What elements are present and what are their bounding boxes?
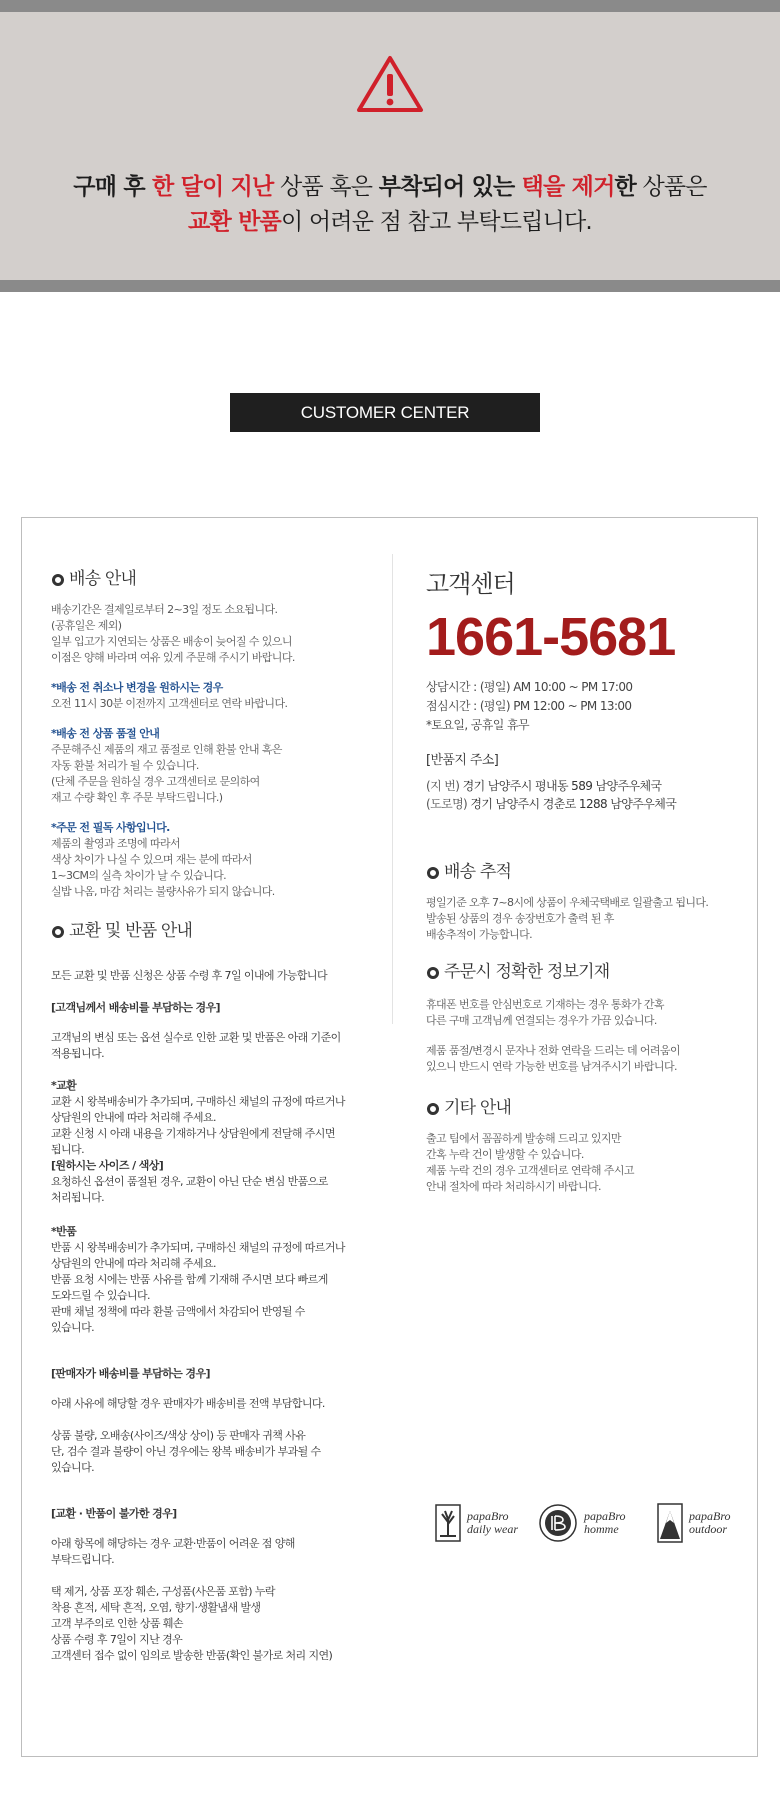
shipping-title: 배송 안내 — [51, 568, 371, 590]
text-line: 요청하신 옵션이 품절된 경우, 교환이 아닌 단순 변심 반품으로 — [51, 1175, 328, 1188]
text-line: 일부 입고가 지연되는 상품은 배송이 늦어질 수 있으니 — [51, 635, 292, 648]
logo-line: daily wear — [467, 1522, 518, 1536]
seller-pay-text-1 — [51, 1396, 371, 1412]
text-line: 있습니다. — [51, 1321, 95, 1334]
notice-segment: 한 달이 지난 — [151, 174, 274, 200]
exchange-title: 교환 및 반품 안내 — [51, 920, 371, 942]
return-sub-title: *반품 — [51, 1225, 77, 1238]
text-line: 반품 요청 시에는 반품 사유를 함께 기재해 주시면 보다 빠르게 — [51, 1273, 328, 1286]
soldout-text — [51, 742, 371, 806]
text-line: 착용 흔적, 세탁 흔적, 오염, 향기·생활냄새 발생 — [51, 1601, 261, 1614]
text-line: 평일기준 오후 7~8시에 상품이 우체국택배로 일괄출고 됩니다. — [426, 896, 709, 909]
text-line: 판매 채널 정책에 따라 환불 금액에서 차감되어 반영될 수 — [51, 1305, 305, 1318]
address-value: 경기 남양주시 평내동 589 남양주우체국 — [462, 779, 662, 793]
text-line: 있으니 반드시 연락 가능한 번호를 남겨주시기 바랍니다. — [426, 1060, 677, 1073]
text-line: 재고 수량 확인 후 주문 부탁드립니다.) — [51, 791, 223, 804]
text-line: 고객님의 변심 또는 옵션 실수로 인한 교환 및 반품은 아래 기준이 — [51, 1031, 341, 1044]
logo-brand: papaBro — [467, 1509, 509, 1523]
notice-segment: 택을 제거 — [521, 174, 615, 200]
text-line: 오전 11시 30분 이전까지 고객센터로 연락 바랍니다. — [51, 697, 288, 710]
text-line: 교환 시 왕복배송비가 추가되며, 구매하신 채널의 규정에 따르거나 — [51, 1095, 345, 1108]
etc-text — [426, 1131, 746, 1195]
text-line: 상품 수령 후 7일이 지난 경우 — [51, 1633, 183, 1646]
customer-center-phone[interactable]: 1661-5681 — [426, 607, 676, 667]
text-line: 배송기간은 결제일로부터 2~3일 정도 소요됩니다. — [51, 603, 278, 616]
notice-segment: 상품은 — [635, 174, 707, 200]
exchange-sub-text — [51, 1094, 371, 1158]
return-sub-text — [51, 1240, 371, 1336]
text-line: 색상 차이가 나실 수 있으며 재는 분에 따라서 — [51, 853, 252, 866]
text-line: 출고 팀에서 꼼꼼하게 발송해 드리고 있지만 — [426, 1132, 621, 1145]
return-address-road — [426, 795, 746, 813]
warning-triangle-icon — [355, 54, 425, 114]
text-line: 반품 시 왕복배송비가 추가되며, 구매하신 채널의 규정에 따르거나 — [51, 1241, 345, 1254]
text-line: 상품 불량, 오배송(사이즈/색상 상이) 등 판매자 귀책 사유 — [51, 1429, 306, 1442]
column-divider — [392, 554, 393, 1024]
text-line: 적용됩니다. — [51, 1047, 105, 1060]
text-line: 주문해주신 제품의 재고 품절로 인해 환불 안내 혹은 — [51, 743, 282, 756]
exchange-intro: 모든 교환 및 반품 신청은 상품 수령 후 7일 이내에 가능합니다 — [51, 969, 327, 982]
text-line: 됩니다. — [51, 1143, 84, 1156]
notice-line-2 — [0, 203, 780, 236]
text-line: (공휴일은 제외) — [51, 619, 122, 632]
text-line: 아래 항목에 해당하는 경우 교환·반품이 어려운 점 양해 — [51, 1537, 295, 1550]
text-line: 단, 검수 결과 불량이 아닌 경우에는 왕복 배송비가 부과될 수 — [51, 1445, 321, 1458]
tracking-title: 배송 추적 — [426, 861, 746, 883]
etc-title: 기타 안내 — [426, 1097, 746, 1119]
text-line: 이점은 양해 바라며 여유 있게 주문해 주시기 바랍니다. — [51, 651, 295, 664]
text-line: 교환 신청 시 아래 내용을 기재하거나 상담원에게 전달해 주시면 — [51, 1127, 335, 1140]
notice-segment: 한 — [614, 174, 636, 200]
customer-pay-text — [51, 1030, 371, 1062]
mountain-logo-icon — [657, 1503, 683, 1543]
text-line: 휴대폰 번호를 안심번호로 기재하는 경우 통화가 간혹 — [426, 998, 664, 1011]
text-line: 도와드릴 수 있습니다. — [51, 1289, 150, 1302]
seal-logo-icon — [538, 1503, 578, 1543]
notice-banner — [0, 0, 780, 292]
logo-homme — [538, 1501, 626, 1545]
text-line: 부탁드립니다. — [51, 1553, 115, 1566]
text-line: 아래 사유에 해당할 경우 판매자가 배송비를 전액 부담합니다. — [51, 1397, 325, 1410]
return-address-list — [426, 777, 746, 813]
soldout-title: *배송 전 상품 품절 안내 — [51, 727, 160, 740]
customer-center-title: 고객센터 — [426, 570, 515, 598]
customer-center-badge: CUSTOMER CENTER — [230, 393, 540, 432]
order-info-text-1 — [426, 997, 746, 1029]
return-address-lot — [426, 777, 746, 795]
left-column — [51, 568, 371, 1664]
logo-brand: papaBro — [584, 1509, 626, 1523]
text-line: 다른 구매 고객님께 연결되는 경우가 가끔 있습니다. — [426, 1014, 657, 1027]
logo-line: homme — [584, 1522, 619, 1536]
text-line: 상담원의 안내에 따라 처리해 주세요. — [51, 1257, 216, 1270]
text-line: 배송추적이 가능합니다. — [426, 928, 533, 941]
address-key: (도로명) — [426, 797, 468, 811]
logo-outdoor — [657, 1501, 731, 1545]
order-info-text-2 — [426, 1043, 746, 1075]
size-color-title: [원하시는 사이즈 / 색상] — [51, 1159, 164, 1172]
text-line: 상담시간 : (평일) AM 10:00 ~ PM 17:00 — [426, 680, 633, 694]
notice-segment: 상품 혹은 — [273, 174, 379, 200]
logo-daily-wear — [435, 1501, 518, 1545]
not-allowed-text-1 — [51, 1536, 371, 1568]
exchange-sub-title: *교환 — [51, 1079, 77, 1092]
notice-segment: 이 어려운 점 참고 부탁드립니다. — [280, 209, 592, 235]
text-line: 택 제거, 상품 포장 훼손, 구성품(사은품 포함) 누락 — [51, 1585, 275, 1598]
text-line: *토요일, 공휴일 휴무 — [426, 718, 529, 732]
cancel-text — [51, 696, 371, 712]
notice-line-1 — [0, 168, 780, 201]
size-color-text — [51, 1174, 371, 1206]
return-address-label: [반품지 주소] — [426, 753, 499, 768]
notice-segment: 부착되어 있는 — [378, 174, 522, 200]
text-line: 제품 누락 건의 경우 고객센터로 연락해 주시고 — [426, 1164, 634, 1177]
text-line: 발송된 상품의 경우 송장번호가 출력 된 후 — [426, 912, 614, 925]
text-line: 자동 환불 처리가 될 수 있습니다. — [51, 759, 199, 772]
order-info-title: 주문시 정확한 정보기재 — [426, 961, 746, 983]
notice-segment: 교환 반품 — [188, 209, 281, 235]
logo-brand: papaBro — [689, 1509, 731, 1523]
check-text — [51, 836, 371, 900]
text-line: 안내 절차에 따라 처리하시기 바랍니다. — [426, 1180, 601, 1193]
shipping-intro — [51, 602, 371, 666]
text-line: (단체 주문을 원하실 경우 고객센터로 문의하여 — [51, 775, 260, 788]
text-line: 고객센터 접수 없이 임의로 발송한 반품(확인 불가로 처리 지연) — [51, 1649, 333, 1662]
text-line: 간혹 누락 건이 발생할 수 있습니다. — [426, 1148, 584, 1161]
logo-line: outdoor — [689, 1522, 728, 1536]
text-line: 점심시간 : (평일) PM 12:00 ~ PM 13:00 — [426, 699, 632, 713]
text-line: 상담원의 안내에 따라 처리해 주세요. — [51, 1111, 216, 1124]
brand-logos — [435, 1501, 745, 1545]
check-title: *주문 전 필독 사항입니다. — [51, 821, 170, 834]
customer-pay-title: [고객님께서 배송비를 부담하는 경우] — [51, 1001, 220, 1014]
not-allowed-title: [교환 · 반품이 불가한 경우] — [51, 1507, 177, 1520]
tree-logo-icon — [435, 1504, 461, 1542]
seller-pay-text-2 — [51, 1428, 371, 1476]
address-key: (지 번) — [426, 779, 460, 793]
text-line: 실밥 나옴, 마감 처리는 불량사유가 되지 않습니다. — [51, 885, 275, 898]
text-line: 고객 부주의로 인한 상품 훼손 — [51, 1617, 183, 1630]
address-value: 경기 남양주시 경춘로 1288 남양주우체국 — [470, 797, 677, 811]
seller-pay-title: [판매자가 배송비를 부담하는 경우] — [51, 1367, 210, 1380]
not-allowed-text-2 — [51, 1584, 371, 1664]
text-line: 있습니다. — [51, 1461, 95, 1474]
notice-segment: 구매 후 — [73, 174, 152, 200]
cancel-title: *배송 전 취소나 변경을 원하시는 경우 — [51, 681, 223, 694]
text-line: 제품 품절/변경시 문자나 전화 연락을 드리는 데 어려움이 — [426, 1044, 680, 1057]
info-box — [21, 517, 758, 1757]
text-line: 1~3CM의 실측 차이가 날 수 있습니다. — [51, 869, 227, 882]
right-column — [426, 568, 746, 1209]
text-line: 처리됩니다. — [51, 1191, 105, 1204]
business-hours — [426, 678, 746, 735]
text-line: 제품의 촬영과 조명에 따라서 — [51, 837, 181, 850]
tracking-text — [426, 895, 746, 943]
